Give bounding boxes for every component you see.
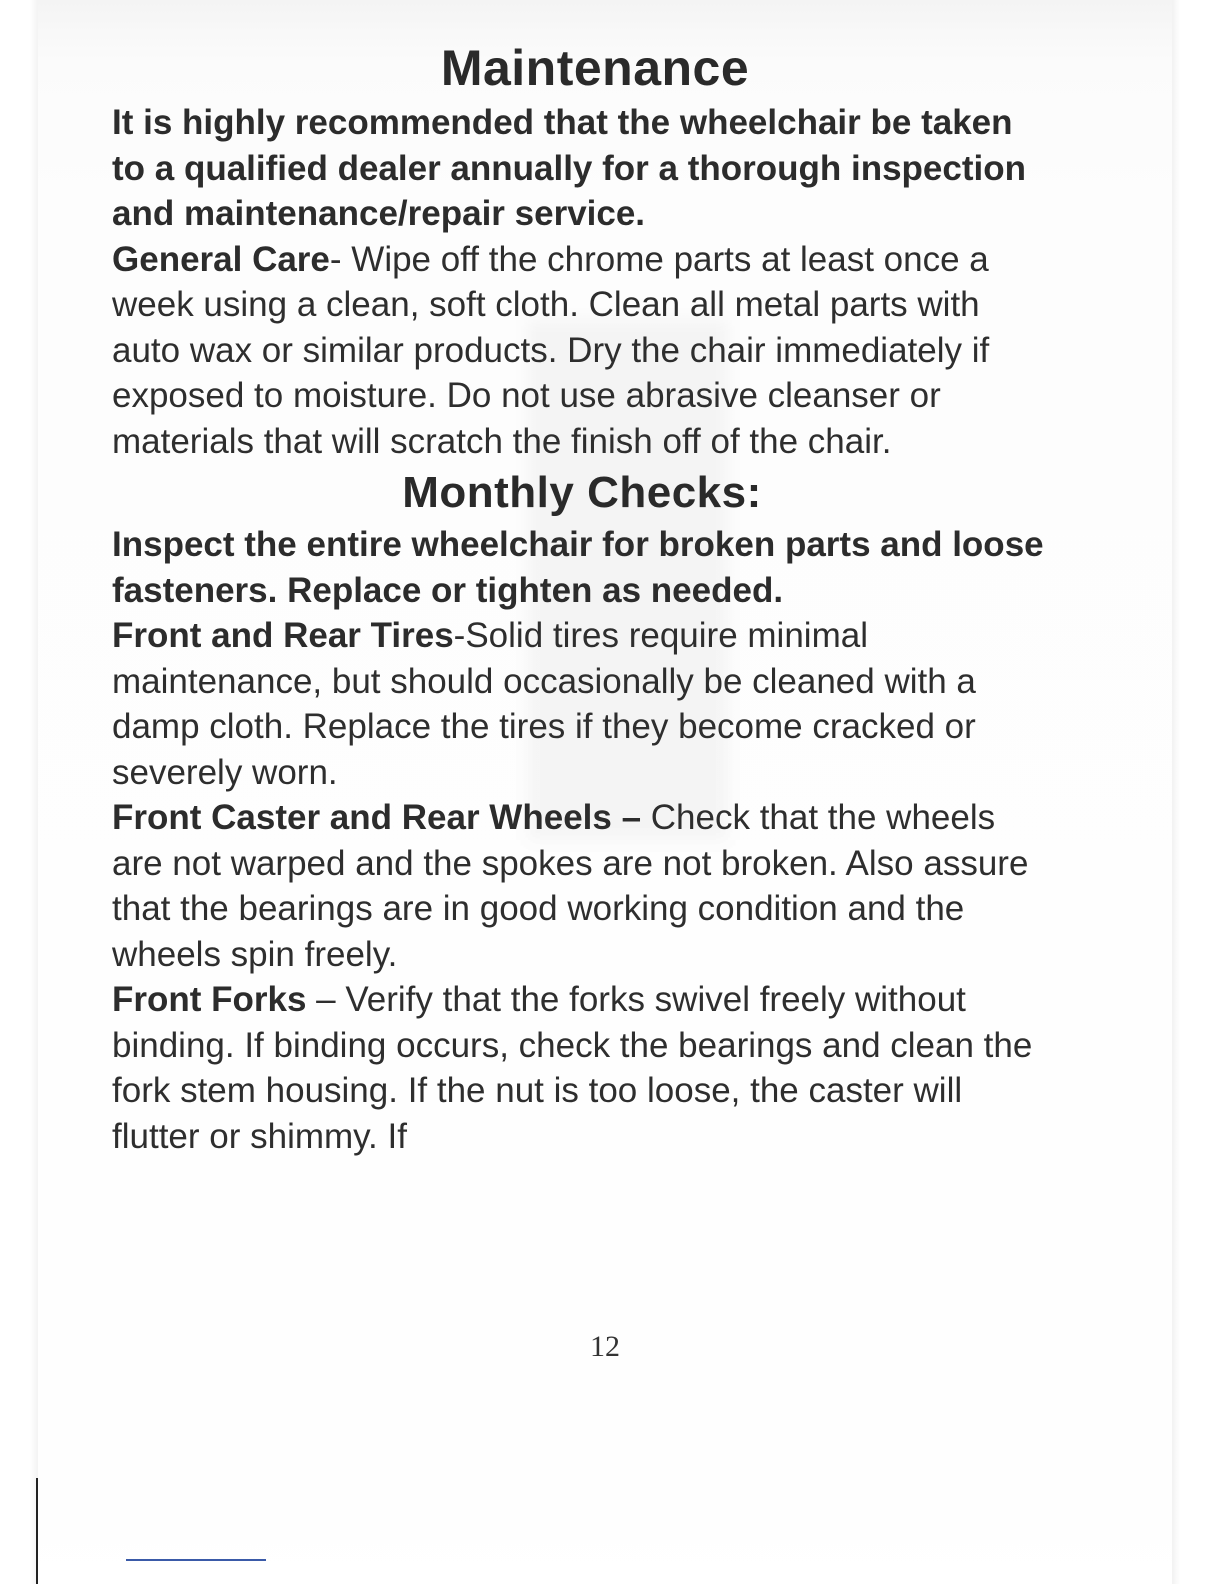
tires-term: Front and Rear Tires (112, 616, 454, 655)
forks-paragraph (112, 977, 1052, 1159)
scan-edge-left (0, 0, 38, 1584)
page-number: 12 (590, 1330, 620, 1363)
wheels-term: Front Caster and Rear Wheels – (112, 798, 642, 837)
scan-edge-right (1172, 0, 1224, 1584)
general-care-text: - Wipe off the chrome parts at least once a week using a clean, soft cloth. Clean all metal parts with auto wax or similar products. Dry the chair immediately if exposed to moisture. Do not use abrasive cleanser or materials that will scratch the finish off of the chair. (112, 239, 990, 461)
forks-text: – Verify that the forks swivel freely without binding. If binding occurs, check the bearings and clean the fork stem housing. If the nut is too loose, the caster will flutter or shimmy. If (112, 980, 1033, 1156)
general-care-term: General Care (112, 239, 330, 279)
wheels-paragraph (112, 795, 1052, 977)
binding-mark (36, 1478, 38, 1584)
general-care-paragraph (112, 237, 1052, 465)
tires-paragraph (112, 613, 1052, 795)
intro-paragraph: It is highly recommended that the wheelchair be taken to a qualified dealer annually for a thorough inspection and maintenance/repair service. (112, 103, 1026, 233)
forks-term: Front Forks (112, 980, 307, 1019)
wheels-text: Check that the wheels are not warped and the spokes are not broken. Also assure that the bearings are in good working condition and the wheels spin freely. (112, 798, 1029, 974)
bottom-rule (126, 1559, 266, 1561)
tires-text: -Solid tires require minimal maintenance, but should occasionally be cleaned with a damp cloth. Replace the tires if they become cracked or severely worn. (112, 616, 976, 792)
page-title: Maintenance (440, 40, 750, 96)
monthly-intro-paragraph: Inspect the entire wheelchair for broken parts and loose fasteners. Replace or tighten as needed. (112, 525, 1044, 610)
monthly-checks-heading: Monthly Checks: (402, 468, 762, 517)
page-content (112, 36, 1052, 1159)
